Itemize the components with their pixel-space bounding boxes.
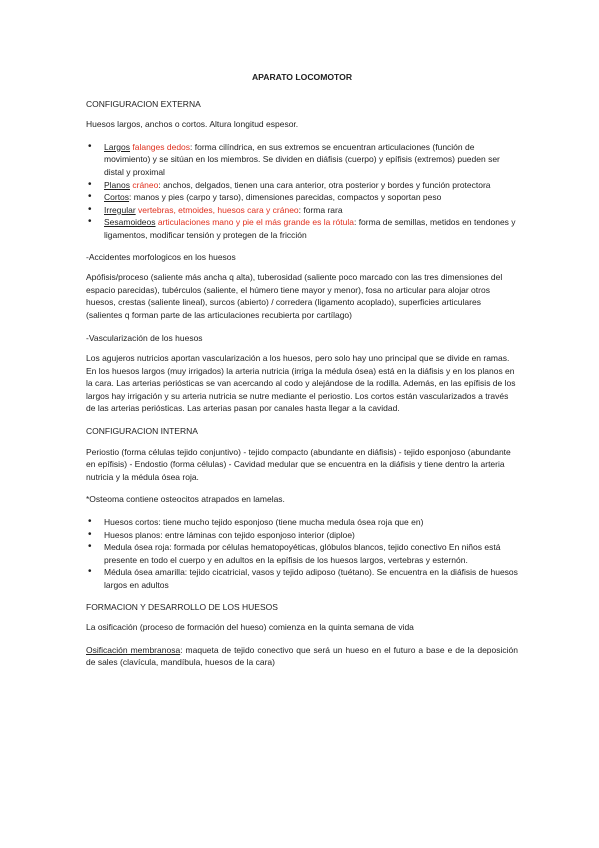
item-text: : forma de semillas, metidos en tendones y ligamentos, modificar tensión y protegen de la fricción: [104, 217, 516, 240]
document-content: [86, 71, 518, 679]
section-heading-accidentes: -Accidentes morfologicos en los huesos: [86, 251, 236, 262]
red-note: articulaciones mano y pie el más grande es la rótula: [155, 217, 354, 228]
term: Largos: [104, 141, 130, 152]
bone-types-list: [86, 141, 518, 242]
term: Planos: [104, 179, 130, 190]
term: Osificación membranosa: [86, 644, 181, 655]
document-title: APARATO LOCOMOTOR: [251, 72, 353, 82]
list-item: [104, 179, 518, 192]
section-heading-configuracion-interna: CONFIGURACION INTERNA: [86, 426, 198, 437]
section-heading-configuracion-externa: CONFIGURACION EXTERNA: [86, 98, 201, 109]
item-text: : anchos, delgados, tienen una cara anterior, otra posterior y bordes y función protectora: [158, 179, 491, 190]
list-item: • Huesos planos: entre láminas con tejido esponjoso interior (diploe): [104, 529, 518, 542]
section-body: Periostio (forma células tejido conjuntivo) - tejido compacto (abundante en diáfisis) - tejido esponjoso (abundante en epífisis) - Endostio (forma células) - Cavidad medular que se encuentra en la diáfisis y tiene dentro la arteria nutricia y la médula ósea roja.: [86, 446, 511, 482]
list-item: • Médula ósea amarilla: tejido cicatricial, vasos y tejido adiposo (tuétano). Se encuentra en la diáfisis de huesos largos en adultos: [104, 566, 518, 591]
item-text: : forma rara: [298, 204, 343, 215]
section-heading-vascularizacion: -Vascularización de los huesos: [86, 332, 203, 343]
term: Irregular: [104, 204, 136, 215]
section-intro: La osificación (proceso de formación del hueso) comienza en la quinta semana de vida: [86, 622, 414, 633]
section-body: Los agujeros nutricios aportan vascularización a los huesos, pero solo hay uno principal que se divide en ramas. En los huesos largos (muy irrigados) la arteria nutricia (irriga la médula ósea) está en la diáfisis y en los planos en la cara. Las arterias periósticas se van acercando al codo y alejándose de la rodilla. Además, en las epífisis de los largos hay irrigación y su arteria nutricia se nutre mediante el periostio. Los cortos están vascularizados a través de las arterias periósticas. Las arterias pasan por canales hasta llegar a la cavidad.: [86, 353, 516, 414]
list-item: • Huesos cortos: tiene mucho tejido esponjoso (tiene mucha medula ósea roja que en): [104, 516, 518, 529]
section-body: [86, 644, 518, 669]
list-item: [104, 204, 518, 217]
internal-list: [86, 516, 518, 592]
item-text: : maqueta de tejido conectivo que será un hueso en el futuro a base e de la deposición de sales (clavícula, mandíbula, huesos de la cara): [86, 644, 518, 668]
section-intro: Huesos largos, anchos o cortos. Altura longitud espesor.: [86, 119, 299, 130]
term: Sesamoideos: [104, 217, 156, 228]
item-text: : manos y pies (carpo y tarso), dimensiones parecidas, compactos y soportan peso: [129, 192, 442, 203]
term: Cortos: [104, 192, 130, 203]
list-item: [104, 191, 518, 204]
list-item: • Medula ósea roja: formada por células hematopoyéticas, glóbulos blancos, tejido conectivo En niños está presente en todo el cuerpo y en adultos en la epífisis de los huesos largos, vertebras y esternón.: [104, 541, 518, 566]
red-note: vertebras, etmoides, huesos cara y cráneo: [135, 204, 299, 215]
red-note: falanges dedos: [130, 141, 191, 152]
list-item: [104, 141, 518, 179]
section-body: Apófisis/proceso (saliente más ancha q alta), tuberosidad (saliente poco marcado con las tres dimensiones del espacio parecidas), tubérculos (saliente, el húmero tiene mayor y menor), fosa no articular para alojar otros huesos, crestas (saliente lineal), surcos (abierto) / corredera (ligamento acoplado), superficies articulares (salientes q forman parte de las articulaciones recubierta por cartílago): [86, 272, 503, 320]
section-heading-formacion: FORMACION Y DESARROLLO DE LOS HUESOS: [86, 601, 278, 612]
item-text: : forma cilíndrica, en sus extremos se encuentran articulaciones (función de movimiento) y se sitúan en los miembros. Se dividen en diáfisis (cuerpo) y epífisis (extremos) pueden ser distal y proximal: [104, 141, 500, 177]
list-item: [104, 216, 518, 241]
red-note: cráneo: [130, 179, 159, 190]
note: *Osteoma contiene osteocitos atrapados en lamelas.: [86, 494, 285, 505]
